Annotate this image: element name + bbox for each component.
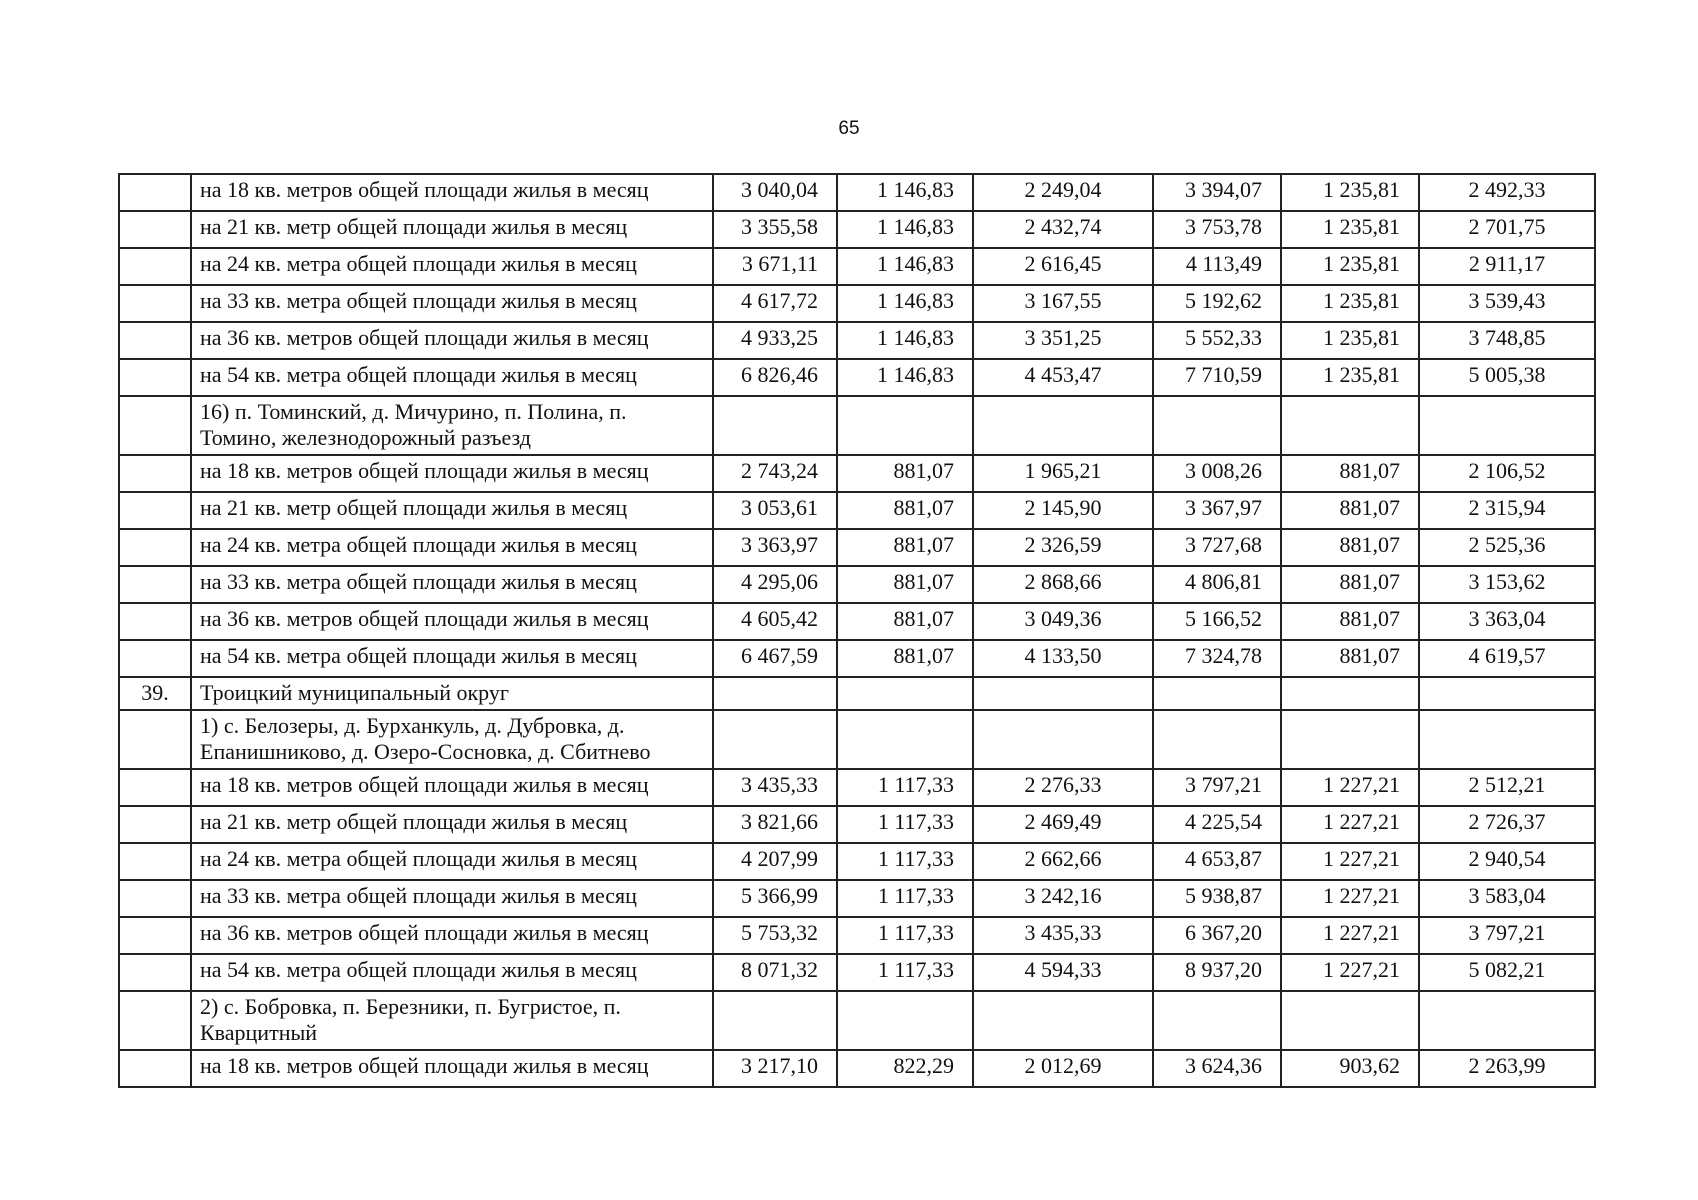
value-cell-col-1: 5 366,99 <box>713 880 837 917</box>
value-cell-col-2: 1 146,83 <box>837 285 973 322</box>
row-index-cell <box>119 566 191 603</box>
value-cell-col-4 <box>1153 396 1281 455</box>
value-cell-col-3 <box>973 991 1153 1050</box>
value-cell-col-3: 2 249,04 <box>973 174 1153 211</box>
value-cell-col-1: 3 217,10 <box>713 1050 837 1087</box>
value-cell-col-6: 2 263,99 <box>1419 1050 1595 1087</box>
table-row <box>119 566 1595 603</box>
value-cell-col-1: 3 821,66 <box>713 806 837 843</box>
value-cell-col-2: 1 146,83 <box>837 248 973 285</box>
value-cell-col-2: 1 146,83 <box>837 211 973 248</box>
row-description-cell: на 24 кв. метра общей площади жилья в месяц <box>191 529 713 566</box>
row-description-cell: 16) п. Томинский, д. Мичурино, п. Полина, п. Томино, железнодорожный разъезд <box>191 396 713 455</box>
value-cell-col-1: 3 435,33 <box>713 769 837 806</box>
row-index-cell <box>119 603 191 640</box>
value-cell-col-1: 5 753,32 <box>713 917 837 954</box>
row-description-cell: на 18 кв. метров общей площади жилья в месяц <box>191 1050 713 1087</box>
value-cell-col-1: 4 295,06 <box>713 566 837 603</box>
row-description-cell: на 54 кв. метра общей площади жилья в месяц <box>191 359 713 396</box>
row-index-cell <box>119 769 191 806</box>
row-index-cell <box>119 174 191 211</box>
value-cell-col-3: 4 133,50 <box>973 640 1153 677</box>
value-cell-col-5: 1 235,81 <box>1281 285 1419 322</box>
value-cell-col-2: 881,07 <box>837 492 973 529</box>
value-cell-col-5: 1 227,21 <box>1281 806 1419 843</box>
table-row <box>119 248 1595 285</box>
value-cell-col-4: 3 797,21 <box>1153 769 1281 806</box>
value-cell-col-3 <box>973 396 1153 455</box>
value-cell-col-2 <box>837 710 973 769</box>
value-cell-col-4: 3 727,68 <box>1153 529 1281 566</box>
value-cell-col-2: 822,29 <box>837 1050 973 1087</box>
value-cell-col-6: 3 797,21 <box>1419 917 1595 954</box>
table-row <box>119 396 1595 455</box>
value-cell-col-1: 3 040,04 <box>713 174 837 211</box>
row-index-cell <box>119 211 191 248</box>
tariff-table-container <box>118 173 1594 1088</box>
value-cell-col-4: 5 192,62 <box>1153 285 1281 322</box>
value-cell-col-5: 1 235,81 <box>1281 248 1419 285</box>
value-cell-col-5: 881,07 <box>1281 640 1419 677</box>
table-row <box>119 529 1595 566</box>
value-cell-col-6: 2 512,21 <box>1419 769 1595 806</box>
value-cell-col-4: 6 367,20 <box>1153 917 1281 954</box>
value-cell-col-4 <box>1153 991 1281 1050</box>
table-row <box>119 843 1595 880</box>
row-index-cell <box>119 806 191 843</box>
value-cell-col-4: 3 394,07 <box>1153 174 1281 211</box>
row-description-cell: на 21 кв. метр общей площади жилья в месяц <box>191 492 713 529</box>
row-index-cell: 39. <box>119 677 191 710</box>
value-cell-col-1 <box>713 991 837 1050</box>
row-index-cell <box>119 843 191 880</box>
value-cell-col-2: 1 117,33 <box>837 880 973 917</box>
value-cell-col-5 <box>1281 710 1419 769</box>
value-cell-col-6: 2 492,33 <box>1419 174 1595 211</box>
value-cell-col-3: 2 145,90 <box>973 492 1153 529</box>
row-index-cell <box>119 954 191 991</box>
value-cell-col-5: 1 235,81 <box>1281 322 1419 359</box>
table-row <box>119 603 1595 640</box>
value-cell-col-2 <box>837 991 973 1050</box>
value-cell-col-6: 3 583,04 <box>1419 880 1595 917</box>
row-description-cell: на 36 кв. метров общей площади жилья в месяц <box>191 322 713 359</box>
value-cell-col-3 <box>973 677 1153 710</box>
value-cell-col-6: 2 525,36 <box>1419 529 1595 566</box>
value-cell-col-6: 2 911,17 <box>1419 248 1595 285</box>
value-cell-col-1: 4 207,99 <box>713 843 837 880</box>
value-cell-col-4: 3 753,78 <box>1153 211 1281 248</box>
value-cell-col-1 <box>713 710 837 769</box>
value-cell-col-3: 2 326,59 <box>973 529 1153 566</box>
value-cell-col-5: 1 227,21 <box>1281 954 1419 991</box>
value-cell-col-5: 903,62 <box>1281 1050 1419 1087</box>
value-cell-col-4: 3 624,36 <box>1153 1050 1281 1087</box>
table-row <box>119 492 1595 529</box>
value-cell-col-3: 2 276,33 <box>973 769 1153 806</box>
value-cell-col-1: 3 363,97 <box>713 529 837 566</box>
table-row <box>119 677 1595 710</box>
row-index-cell <box>119 991 191 1050</box>
row-description-cell: Троицкий муниципальный округ <box>191 677 713 710</box>
value-cell-col-2: 881,07 <box>837 455 973 492</box>
row-description-cell: 1) с. Белозеры, д. Бурханкуль, д. Дубровка, д. Епанишниково, д. Озеро-Сосновка, д. Сбитнево <box>191 710 713 769</box>
value-cell-col-1: 2 743,24 <box>713 455 837 492</box>
value-cell-col-2: 1 146,83 <box>837 174 973 211</box>
value-cell-col-5: 1 235,81 <box>1281 359 1419 396</box>
value-cell-col-2: 881,07 <box>837 640 973 677</box>
row-index-cell <box>119 529 191 566</box>
value-cell-col-5: 1 227,21 <box>1281 917 1419 954</box>
row-description-cell: на 24 кв. метра общей площади жилья в месяц <box>191 843 713 880</box>
row-description-cell: на 33 кв. метра общей площади жилья в месяц <box>191 285 713 322</box>
value-cell-col-5: 1 235,81 <box>1281 211 1419 248</box>
value-cell-col-4: 7 710,59 <box>1153 359 1281 396</box>
value-cell-col-3: 3 435,33 <box>973 917 1153 954</box>
value-cell-col-6 <box>1419 991 1595 1050</box>
table-row <box>119 991 1595 1050</box>
row-index-cell <box>119 455 191 492</box>
value-cell-col-1: 4 617,72 <box>713 285 837 322</box>
row-description-cell: на 36 кв. метров общей площади жилья в месяц <box>191 603 713 640</box>
value-cell-col-1: 6 826,46 <box>713 359 837 396</box>
value-cell-col-6: 5 005,38 <box>1419 359 1595 396</box>
value-cell-col-4: 5 552,33 <box>1153 322 1281 359</box>
table-row <box>119 359 1595 396</box>
value-cell-col-2: 881,07 <box>837 566 973 603</box>
table-row <box>119 806 1595 843</box>
value-cell-col-4: 4 225,54 <box>1153 806 1281 843</box>
value-cell-col-1 <box>713 677 837 710</box>
row-description-cell: на 18 кв. метров общей площади жилья в месяц <box>191 769 713 806</box>
value-cell-col-3: 3 242,16 <box>973 880 1153 917</box>
row-description-cell: на 21 кв. метр общей площади жилья в месяц <box>191 806 713 843</box>
value-cell-col-1: 8 071,32 <box>713 954 837 991</box>
value-cell-col-6: 2 940,54 <box>1419 843 1595 880</box>
value-cell-col-6 <box>1419 396 1595 455</box>
value-cell-col-3: 1 965,21 <box>973 455 1153 492</box>
value-cell-col-6 <box>1419 677 1595 710</box>
value-cell-col-4: 5 938,87 <box>1153 880 1281 917</box>
table-row <box>119 285 1595 322</box>
row-description-cell: на 24 кв. метра общей площади жилья в месяц <box>191 248 713 285</box>
value-cell-col-6: 4 619,57 <box>1419 640 1595 677</box>
value-cell-col-6: 2 726,37 <box>1419 806 1595 843</box>
value-cell-col-6 <box>1419 710 1595 769</box>
value-cell-col-4: 7 324,78 <box>1153 640 1281 677</box>
value-cell-col-3: 3 049,36 <box>973 603 1153 640</box>
table-row <box>119 880 1595 917</box>
value-cell-col-1: 3 355,58 <box>713 211 837 248</box>
row-description-cell: на 54 кв. метра общей площади жилья в месяц <box>191 640 713 677</box>
table-row <box>119 455 1595 492</box>
row-index-cell <box>119 492 191 529</box>
row-index-cell <box>119 359 191 396</box>
row-description-cell: на 54 кв. метра общей площади жилья в месяц <box>191 954 713 991</box>
value-cell-col-3: 2 868,66 <box>973 566 1153 603</box>
row-description-cell: на 33 кв. метра общей площади жилья в месяц <box>191 566 713 603</box>
row-description-cell: на 36 кв. метров общей площади жилья в месяц <box>191 917 713 954</box>
value-cell-col-5: 1 235,81 <box>1281 174 1419 211</box>
value-cell-col-2: 1 117,33 <box>837 917 973 954</box>
page-number: 65 <box>838 118 860 139</box>
value-cell-col-2: 1 117,33 <box>837 843 973 880</box>
table-row <box>119 710 1595 769</box>
value-cell-col-3: 3 351,25 <box>973 322 1153 359</box>
value-cell-col-5: 881,07 <box>1281 603 1419 640</box>
table-row <box>119 769 1595 806</box>
value-cell-col-6: 5 082,21 <box>1419 954 1595 991</box>
table-row <box>119 640 1595 677</box>
table-row <box>119 917 1595 954</box>
value-cell-col-5 <box>1281 677 1419 710</box>
value-cell-col-6: 3 153,62 <box>1419 566 1595 603</box>
value-cell-col-3: 2 012,69 <box>973 1050 1153 1087</box>
value-cell-col-2 <box>837 396 973 455</box>
row-description-cell: на 18 кв. метров общей площади жилья в месяц <box>191 455 713 492</box>
row-description-cell: на 18 кв. метров общей площади жилья в месяц <box>191 174 713 211</box>
value-cell-col-5: 1 227,21 <box>1281 843 1419 880</box>
value-cell-col-2: 1 146,83 <box>837 322 973 359</box>
value-cell-col-4: 8 937,20 <box>1153 954 1281 991</box>
value-cell-col-5: 881,07 <box>1281 529 1419 566</box>
row-index-cell <box>119 880 191 917</box>
table-row <box>119 322 1595 359</box>
value-cell-col-2: 1 146,83 <box>837 359 973 396</box>
row-index-cell <box>119 248 191 285</box>
value-cell-col-1: 4 933,25 <box>713 322 837 359</box>
value-cell-col-6: 2 701,75 <box>1419 211 1595 248</box>
value-cell-col-2: 1 117,33 <box>837 806 973 843</box>
value-cell-col-1: 6 467,59 <box>713 640 837 677</box>
value-cell-col-2 <box>837 677 973 710</box>
table-row <box>119 1050 1595 1087</box>
value-cell-col-3: 2 432,74 <box>973 211 1153 248</box>
value-cell-col-3: 2 616,45 <box>973 248 1153 285</box>
table-row <box>119 954 1595 991</box>
value-cell-col-3 <box>973 710 1153 769</box>
value-cell-col-2: 881,07 <box>837 529 973 566</box>
row-description-cell: на 21 кв. метр общей площади жилья в месяц <box>191 211 713 248</box>
row-description-cell: на 33 кв. метра общей площади жилья в месяц <box>191 880 713 917</box>
row-index-cell <box>119 1050 191 1087</box>
value-cell-col-2: 881,07 <box>837 603 973 640</box>
value-cell-col-5: 881,07 <box>1281 492 1419 529</box>
value-cell-col-6: 3 363,04 <box>1419 603 1595 640</box>
value-cell-col-5: 1 227,21 <box>1281 880 1419 917</box>
table-row <box>119 174 1595 211</box>
value-cell-col-4: 4 113,49 <box>1153 248 1281 285</box>
row-index-cell <box>119 917 191 954</box>
row-index-cell <box>119 640 191 677</box>
value-cell-col-3: 4 453,47 <box>973 359 1153 396</box>
value-cell-col-5: 881,07 <box>1281 566 1419 603</box>
value-cell-col-3: 2 662,66 <box>973 843 1153 880</box>
value-cell-col-4: 4 806,81 <box>1153 566 1281 603</box>
value-cell-col-2: 1 117,33 <box>837 954 973 991</box>
value-cell-col-4: 4 653,87 <box>1153 843 1281 880</box>
value-cell-col-3: 3 167,55 <box>973 285 1153 322</box>
value-cell-col-4: 3 367,97 <box>1153 492 1281 529</box>
tariff-table <box>118 173 1596 1088</box>
value-cell-col-1: 3 671,11 <box>713 248 837 285</box>
value-cell-col-5: 1 227,21 <box>1281 769 1419 806</box>
row-index-cell <box>119 396 191 455</box>
table-body <box>119 174 1595 1087</box>
row-index-cell <box>119 322 191 359</box>
row-index-cell <box>119 710 191 769</box>
value-cell-col-4: 5 166,52 <box>1153 603 1281 640</box>
table-row <box>119 211 1595 248</box>
value-cell-col-5 <box>1281 991 1419 1050</box>
value-cell-col-2: 1 117,33 <box>837 769 973 806</box>
value-cell-col-5: 881,07 <box>1281 455 1419 492</box>
value-cell-col-1 <box>713 396 837 455</box>
value-cell-col-4: 3 008,26 <box>1153 455 1281 492</box>
value-cell-col-6: 3 748,85 <box>1419 322 1595 359</box>
value-cell-col-6: 3 539,43 <box>1419 285 1595 322</box>
row-description-cell: 2) с. Бобровка, п. Березники, п. Бугристое, п. Кварцитный <box>191 991 713 1050</box>
row-index-cell <box>119 285 191 322</box>
value-cell-col-1: 4 605,42 <box>713 603 837 640</box>
value-cell-col-4 <box>1153 677 1281 710</box>
value-cell-col-3: 2 469,49 <box>973 806 1153 843</box>
value-cell-col-6: 2 315,94 <box>1419 492 1595 529</box>
value-cell-col-5 <box>1281 396 1419 455</box>
value-cell-col-6: 2 106,52 <box>1419 455 1595 492</box>
value-cell-col-3: 4 594,33 <box>973 954 1153 991</box>
value-cell-col-1: 3 053,61 <box>713 492 837 529</box>
value-cell-col-4 <box>1153 710 1281 769</box>
